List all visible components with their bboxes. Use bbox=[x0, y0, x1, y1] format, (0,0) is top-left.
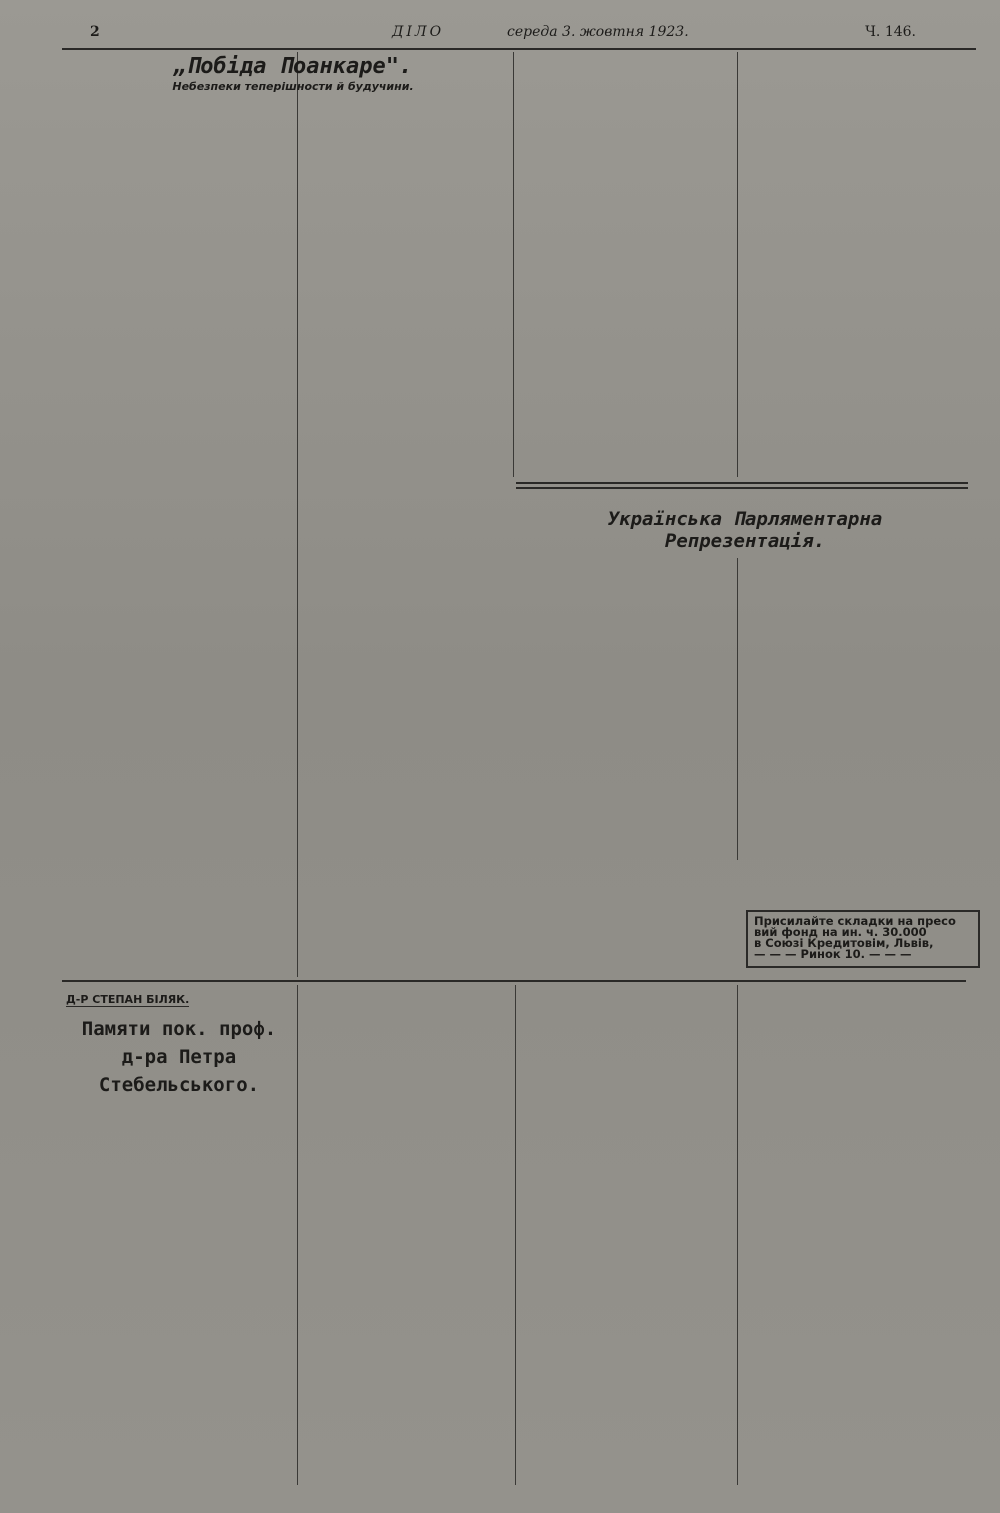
poincare-heading bbox=[70, 54, 516, 100]
masthead bbox=[62, 22, 976, 50]
column-rule-6 bbox=[737, 985, 738, 1485]
representation-heading bbox=[522, 508, 968, 558]
column-rule-1 bbox=[297, 52, 298, 977]
memorial-title: Памяти пок. проф. д-ра Петра Стебельського. bbox=[81, 1018, 277, 1096]
press-fund-line-3: в Союзі Кредитовім, Львів, bbox=[754, 936, 934, 950]
press-fund-line-2: вий фонд на ин. ч. 30.000 bbox=[754, 925, 927, 939]
section-rule-bottom bbox=[62, 980, 966, 982]
representation-title: Українська Парляментарна Репрезентація. bbox=[607, 508, 883, 552]
press-fund-line-4: — — — Ринок 10. — — — bbox=[754, 947, 912, 961]
section-rule-top bbox=[516, 482, 968, 484]
memorial-heading bbox=[66, 988, 292, 1096]
column-rule-5 bbox=[515, 985, 516, 1485]
column-rule-3 bbox=[737, 52, 738, 477]
newspaper-name: ДІЛО bbox=[392, 24, 445, 40]
column-rule-4 bbox=[297, 985, 298, 1485]
issue-number: Ч. 146. bbox=[865, 24, 916, 40]
page-number: 2 bbox=[90, 24, 100, 40]
press-fund-line-1: Присилайте складки на пресо bbox=[754, 914, 956, 928]
poincare-subtitle: Небезпеки теперішности й будучини. bbox=[172, 80, 414, 93]
column-rule-3b bbox=[737, 558, 738, 860]
section-rule-top-2 bbox=[516, 487, 968, 489]
issue-date: середа 3. жовтня 1923. bbox=[507, 24, 689, 40]
column-rule-2 bbox=[513, 52, 514, 477]
poincare-title: „Побіда Поанкаре". bbox=[173, 54, 413, 79]
press-fund-notice bbox=[746, 910, 980, 968]
memorial-author: Д-Р СТЕПАН БІЛЯК. bbox=[66, 993, 190, 1006]
